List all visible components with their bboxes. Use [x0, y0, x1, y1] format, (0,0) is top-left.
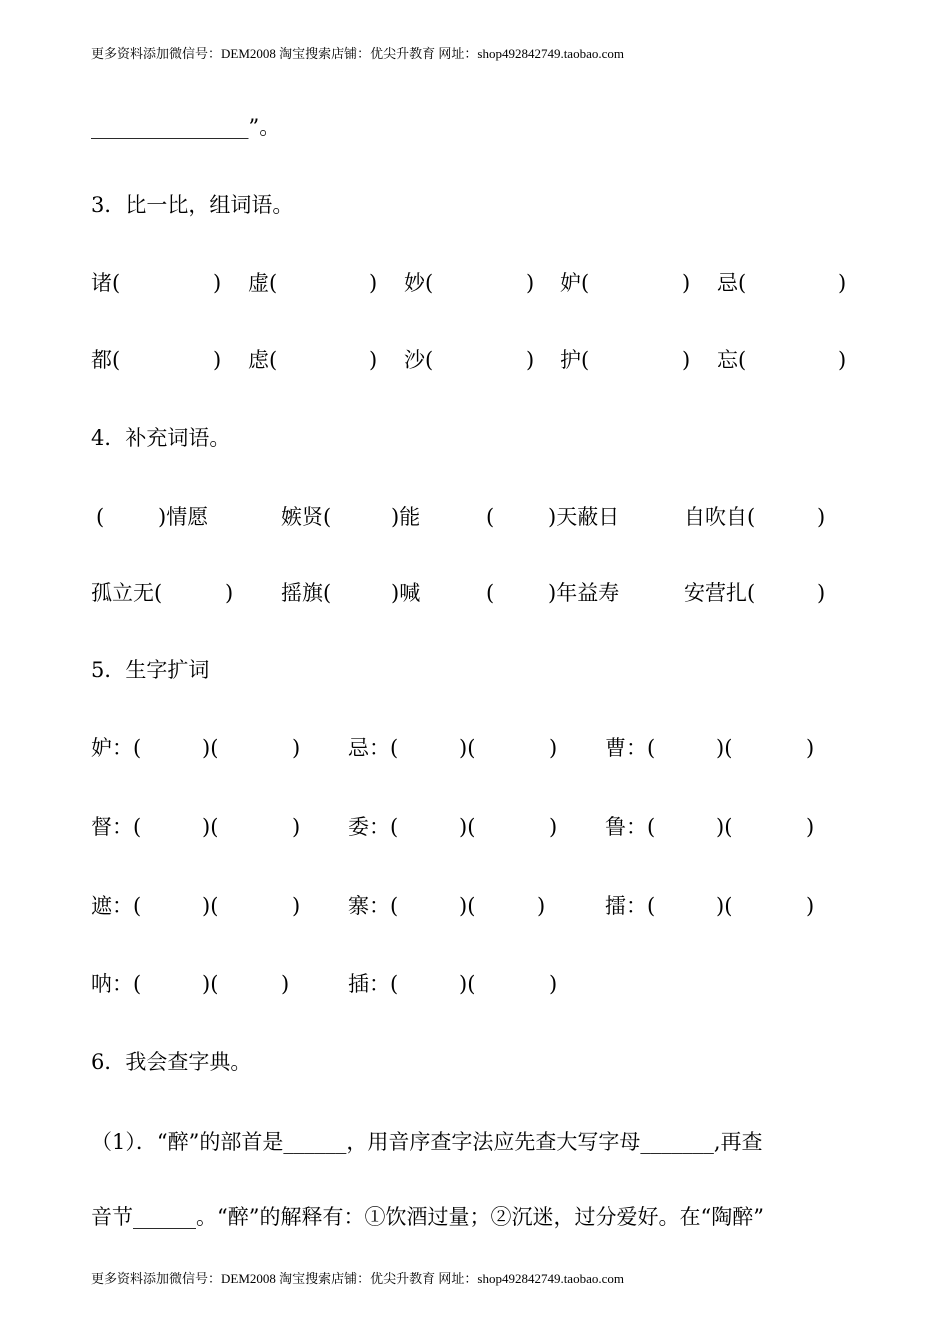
- page-header: 更多资料添加微信号：DEM2008 淘宝搜索店铺：优尖升教育 网址：shop492842749.taobao.com: [91, 46, 624, 61]
- expand-word-part: 呐：(: [91, 972, 142, 996]
- expand-word-part: 妒：(: [91, 736, 142, 760]
- expand-word-part: ): [549, 972, 558, 996]
- word-group-close: ): [213, 348, 222, 372]
- expand-word-part: )(: [459, 972, 476, 996]
- word-group-open: 忘(: [717, 348, 747, 372]
- word-group-open: 忌(: [717, 271, 747, 295]
- expand-word-part: 鲁：(: [605, 815, 656, 839]
- expand-word-part: )(: [716, 736, 733, 760]
- expand-word-part: ): [281, 972, 290, 996]
- expand-word-part: )(: [202, 972, 219, 996]
- expand-word-part: )(: [459, 894, 476, 918]
- expand-word-part: ): [806, 894, 815, 918]
- word-group-close: ): [838, 348, 847, 372]
- page-footer: 更多资料添加微信号：DEM2008 淘宝搜索店铺：优尖升教育 网址：shop492842749.taobao.com: [91, 1271, 624, 1286]
- s6-question-1-line-1: （1）．“醉”的部首是______，用音序查字法应先查大写字母_______,再查: [91, 1130, 763, 1154]
- idiom-part: 安营扎(: [684, 581, 756, 605]
- expand-word-part: ): [806, 736, 815, 760]
- idiom-part: )天蔽日: [548, 505, 620, 529]
- word-group-close: ): [526, 348, 535, 372]
- section-5-title: 5．生字扩词: [91, 658, 210, 682]
- word-group-open: 虚(: [248, 271, 278, 295]
- expand-word-part: 委：(: [348, 815, 399, 839]
- expand-word-part: )(: [202, 894, 219, 918]
- word-group-open: 都(: [91, 348, 121, 372]
- expand-word-part: 曹：(: [605, 736, 656, 760]
- expand-word-part: )(: [202, 815, 219, 839]
- idiom-part: (: [486, 505, 495, 529]
- word-group-close: ): [682, 271, 691, 295]
- word-group-close: ): [838, 271, 847, 295]
- continued-answer-line: _______________”。: [91, 115, 281, 139]
- expand-word-part: ): [549, 815, 558, 839]
- s6-question-1-line-2: 音节______。“醉”的解释有：①饮酒过量；②沉迷，过分爱好。在“陶醉”: [91, 1205, 764, 1229]
- section-4-title: 4．补充词语。: [91, 426, 231, 450]
- word-group-open: 诸(: [91, 271, 121, 295]
- word-group-close: ): [213, 271, 222, 295]
- idiom-part: )年益寿: [548, 581, 620, 605]
- expand-word-part: )(: [459, 736, 476, 760]
- word-group-open: 护(: [560, 348, 590, 372]
- word-group-close: ): [526, 271, 535, 295]
- expand-word-part: 擂：(: [605, 894, 656, 918]
- word-group-close: ): [369, 348, 378, 372]
- expand-word-part: 督：(: [91, 815, 142, 839]
- word-group-open: 妙(: [404, 271, 434, 295]
- section-6-title: 6．我会查字典。: [91, 1050, 252, 1074]
- idiom-part: ): [225, 581, 234, 605]
- idiom-part: 自吹自(: [684, 505, 756, 529]
- idiom-part: 孤立无(: [91, 581, 163, 605]
- expand-word-part: 忌：(: [348, 736, 399, 760]
- idiom-part: (: [486, 581, 495, 605]
- expand-word-part: ): [537, 894, 546, 918]
- expand-word-part: )(: [202, 736, 219, 760]
- word-group-open: 虑(: [248, 348, 278, 372]
- idiom-part: )能: [391, 505, 421, 529]
- idiom-part: ): [817, 581, 826, 605]
- expand-word-part: 寨：(: [348, 894, 399, 918]
- word-group-close: ): [369, 271, 378, 295]
- expand-word-part: ): [549, 736, 558, 760]
- expand-word-part: ): [292, 894, 301, 918]
- idiom-part: )喊: [391, 581, 421, 605]
- expand-word-part: )(: [716, 815, 733, 839]
- section-3-title: 3．比一比，组词语。: [91, 193, 294, 217]
- idiom-part: 嫉贤(: [281, 505, 332, 529]
- expand-word-part: 遮：(: [91, 894, 142, 918]
- expand-word-part: )(: [459, 815, 476, 839]
- idiom-part: (: [96, 505, 105, 529]
- expand-word-part: ): [806, 815, 815, 839]
- word-group-open: 沙(: [404, 348, 434, 372]
- idiom-part: 摇旗(: [281, 581, 332, 605]
- expand-word-part: )(: [716, 894, 733, 918]
- idiom-part: )情愿: [158, 505, 209, 529]
- expand-word-part: ): [292, 736, 301, 760]
- word-group-close: ): [682, 348, 691, 372]
- expand-word-part: 插：(: [348, 972, 399, 996]
- word-group-open: 妒(: [560, 271, 590, 295]
- expand-word-part: ): [292, 815, 301, 839]
- idiom-part: ): [817, 505, 826, 529]
